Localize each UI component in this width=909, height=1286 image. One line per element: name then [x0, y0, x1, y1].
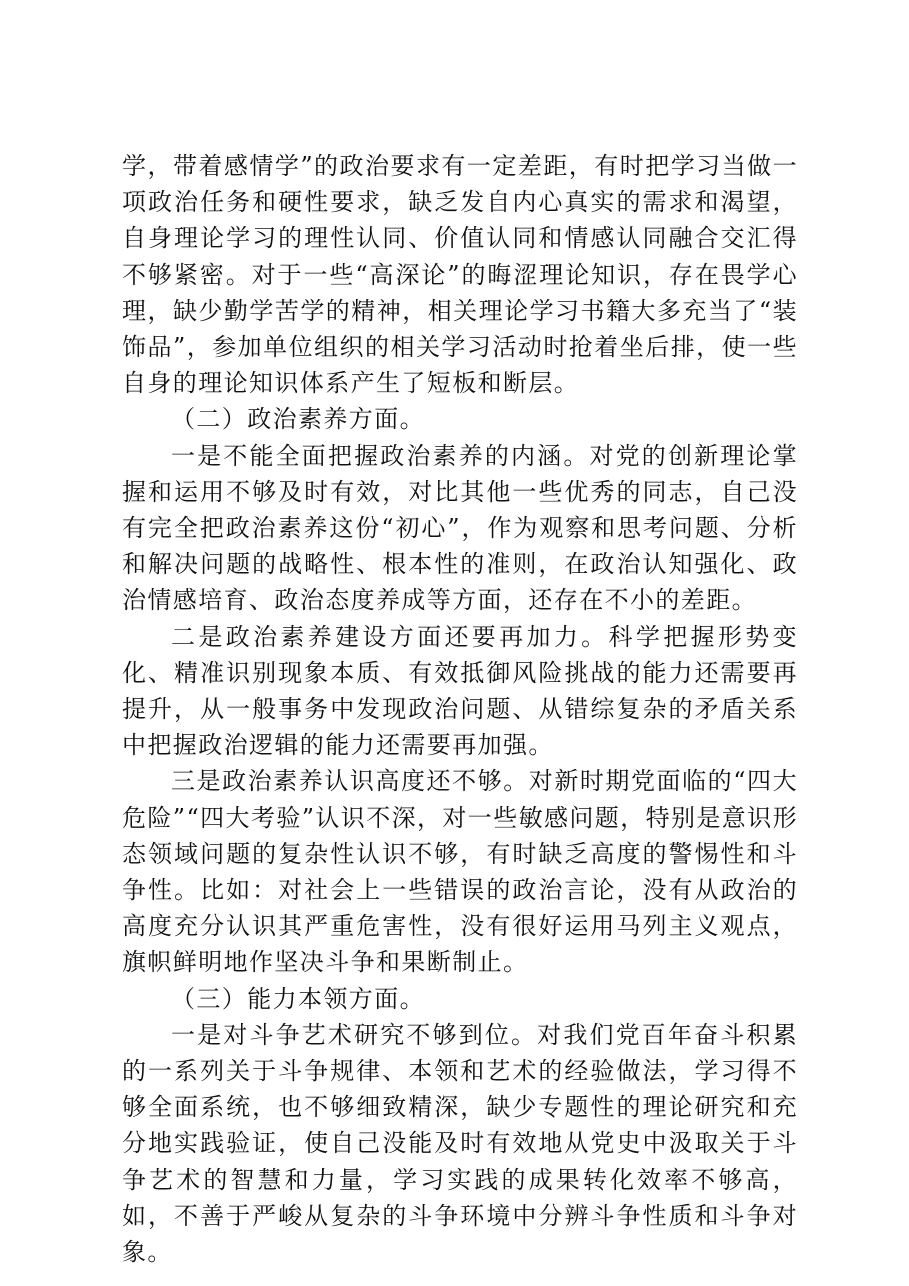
paragraph-political-literacy-3: 三是政治素养认识高度还不够。对新时期党面临的“四大危险”“四大考验”认识不深，对一些敏感问题，特别是意识形态领域问题的复杂性认识不够，有时缺乏高度的警惕性和斗争性。比如：对社会上一些错误的政治言论，没有从政治的高度充分认识其严重危害性，没有很好运用马列主义观点，旗帜鲜明地作坚决斗争和果断制止。: [122, 767, 799, 977]
section-heading-political-literacy: （二）政治素养方面。: [171, 405, 425, 434]
paragraph-political-literacy-2: 二是政治素养建设方面还要再加力。科学把握形势变化、精准识别现象本质、有效抵御风险挑战的能力还需要再提升，从一般事务中发现政治问题、从错综复杂的矛盾关系中把握政治逻辑的能力还需要再加强。: [122, 622, 798, 760]
document-body: [122, 148, 798, 1270]
paragraph-political-literacy-1: 一是不能全面把握政治素养的内涵。对党的创新理论掌握和运用不够及时有效，对比其他一些优秀的同志，自己没有完全把政治素养这份“初心”，作为观察和思考问题、分析和解决问题的战略性、根本性的准则，在政治认知强化、政治情感培育、政治态度养成等方面，还存在不小的差距。: [122, 441, 798, 615]
section-heading-ability: （三）能力本领方面。: [171, 984, 425, 1013]
paragraph-ability-1: 一是对斗争艺术研究不够到位。对我们党百年奋斗积累的一系列关于斗争规律、本领和艺术的经验做法，学习得不够全面系统，也不够细致精深，缺少专题性的理论研究和充分地实践验证，使自己没能及时有效地从党史中汲取关于斗争艺术的智慧和力量，学习实践的成果转化效率不够高，如，不善于严峻从复杂的斗争环境中分辨斗争性质和斗争对象。: [122, 1020, 798, 1267]
paragraph-continued: 学，带着感情学”的政治要求有一定差距，有时把学习当做一项政治任务和硬性要求，缺乏发自内心真实的需求和渴望，自身理论学习的理性认同、价值认同和情感认同融合交汇得不够紧密。对于一些“高深论”的晦涩理论知识，存在畏学心理，缺少勤学苦学的精神，相关理论学习书籍大多充当了“装饰品”，参加单位组织的相关学习活动时抢着坐后排，使一些自身的理论知识体系产生了短板和断层。: [122, 152, 798, 398]
